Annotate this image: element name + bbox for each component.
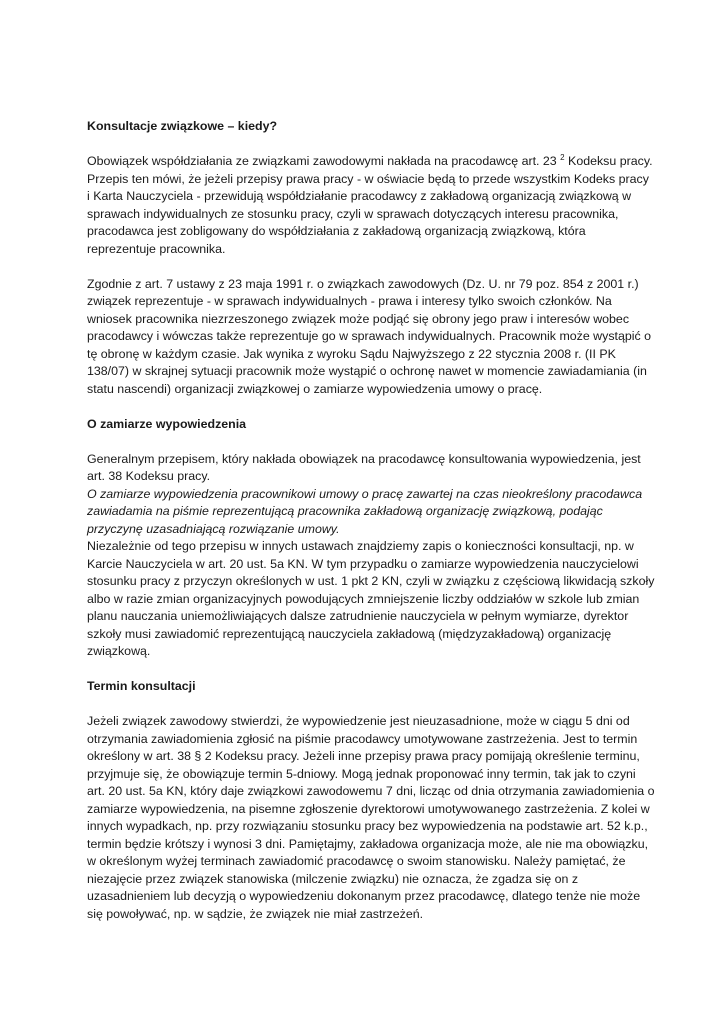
section-heading-termin: Termin konsultacji	[87, 679, 196, 693]
quote-art-38: O zamiarze wypowiedzenia pracownikowi umowy o pracę zawartej na czas nieokreślony pracodawca zawiadamia na piśmie reprezentującą pracownika zakładową organizację związkową, podając przyczynę uzasadniającą rozwiązanie umowy.	[87, 486, 643, 536]
section-heading-konsultacje: Konsultacje związkowe – kiedy?	[87, 119, 278, 133]
paragraph-obowiazek	[87, 153, 655, 258]
paragraph-text: Obowiązek współdziałania ze związkami zawodowymi nakłada na pracodawcę art. 23	[87, 154, 561, 168]
paragraph-zgodnie: Zgodnie z art. 7 ustawy z 23 maja 1991 r. o związkach zawodowych (Dz. U. nr 79 poz. 854 z 2001 r.) związek reprezentuje - w sprawach indywidualnych - prawa i interesy tylko swoich członków. Na wniosek pracownika niezrzeszonego związek może podjąć się obrony jego praw i interesów wobec pracodawcy i wówczas także reprezentuje go w sprawach indywidualnych. Pracownik może wystąpić o tę obronę w każdym czasie. Jak wynika z wyroku Sądu Najwyższego z 22 stycznia 2008 r. (II PK 138/07) w skrajnej sytuacji pracownik może wystąpić o ochronę nawet w momencie zawiadamiania (in statu nascendi) organizacji związkowej o zamiarze wypowiedzenia umowy o pracę.	[87, 276, 652, 396]
superscript: 2	[560, 152, 565, 162]
paragraph-generalnym: Generalnym przepisem, który nakłada obowiązek na pracodawcę konsultowania wypowiedzenia, jest art. 38 Kodeksu pracy.	[87, 451, 641, 483]
paragraph-niezaleznie: Niezależnie od tego przepisu w innych ustawach znajdziemy zapis o konieczności konsultacji, np. w Karcie Nauczyciela w art. 20 ust. 5a KN. W tym przypadku o zamiarze wypowiedzenia nauczycielowi stosunku pracy z przyczyn określonych w ust. 1 pkt 2 KN, czyli w związku z częściową likwidacją szkoły albo w razie zmian organizacyjnych powodujących zmniejszenie liczby oddziałów w szkole lub zmian planu nauczania uniemożliwiających dalsze zatrudnienie nauczyciela w pełnym wymiarze, dyrektor szkoły musi zawiadomić reprezentującą nauczyciela zakładową (międzyzakładową) organizację związkową.	[87, 539, 655, 658]
paragraph-text: Kodeksu pracy. Przepis ten mówi, że jeżeli przepisy prawa pracy - w oświacie będą to przede wszystkim Kodeks pracy i Karta Nauczyciela - przewidują współdziałanie pracodawcy z zakładową organizacją związkową w sprawach indywidualnych ze stosunku pracy, czyli w sprawach dotyczących interesu pracownika, pracodawca jest zobligowany do współdziałania z zakładową organizacją związkową, która reprezentuje pracownika.	[87, 154, 653, 256]
paragraph-jezeli: Jeżeli związek zawodowy stwierdzi, że wypowiedzenie jest nieuzasadnione, może w ciągu 5 dni od otrzymania zawiadomienia zgłosić na piśmie pracodawcy umotywowane zastrzeżenia. Jest to termin określony w art. 38 § 2 Kodeksu pracy. Jeżeli inne przepisy prawa pracy pomijają określenie terminu, przyjmuje się, że obowiązuje termin 5-dniowy. Mogą jednak proponować inny termin, tak jak to czyni art. 20 ust. 5a KN, który daje związkowi zawodowemu 7 dni, licząc od dnia otrzymania zawiadomienia o zamiarze wypowiedzenia, na pisemne zgłoszenie dyrektorowi umotywowanego zastrzeżenia. Z kolei w innych wypadkach, np. przy rozwiązaniu stosunku pracy bez wypowiedzenia na podstawie art. 52 k.p., termin będzie krótszy i wynosi 3 dni. Pamiętajmy, zakładowa organizacja może, ale nie ma obowiązku, w określonym wyżej terminach zawiadomić pracodawcę o swoim stanowisku. Należy pamiętać, że niezajęcie przez związek stanowiska (milczenie związku) nie oznacza, że zgadza się on z uzasadnieniem lub decyzją o wypowiedzeniu dokonanym przez pracodawcę, dlatego tenże nie może się powoływać, np. w sądzie, że związek nie miał zastrzeżeń.	[87, 714, 655, 921]
section-heading-zamiar: O zamiarze wypowiedzenia	[87, 416, 247, 431]
